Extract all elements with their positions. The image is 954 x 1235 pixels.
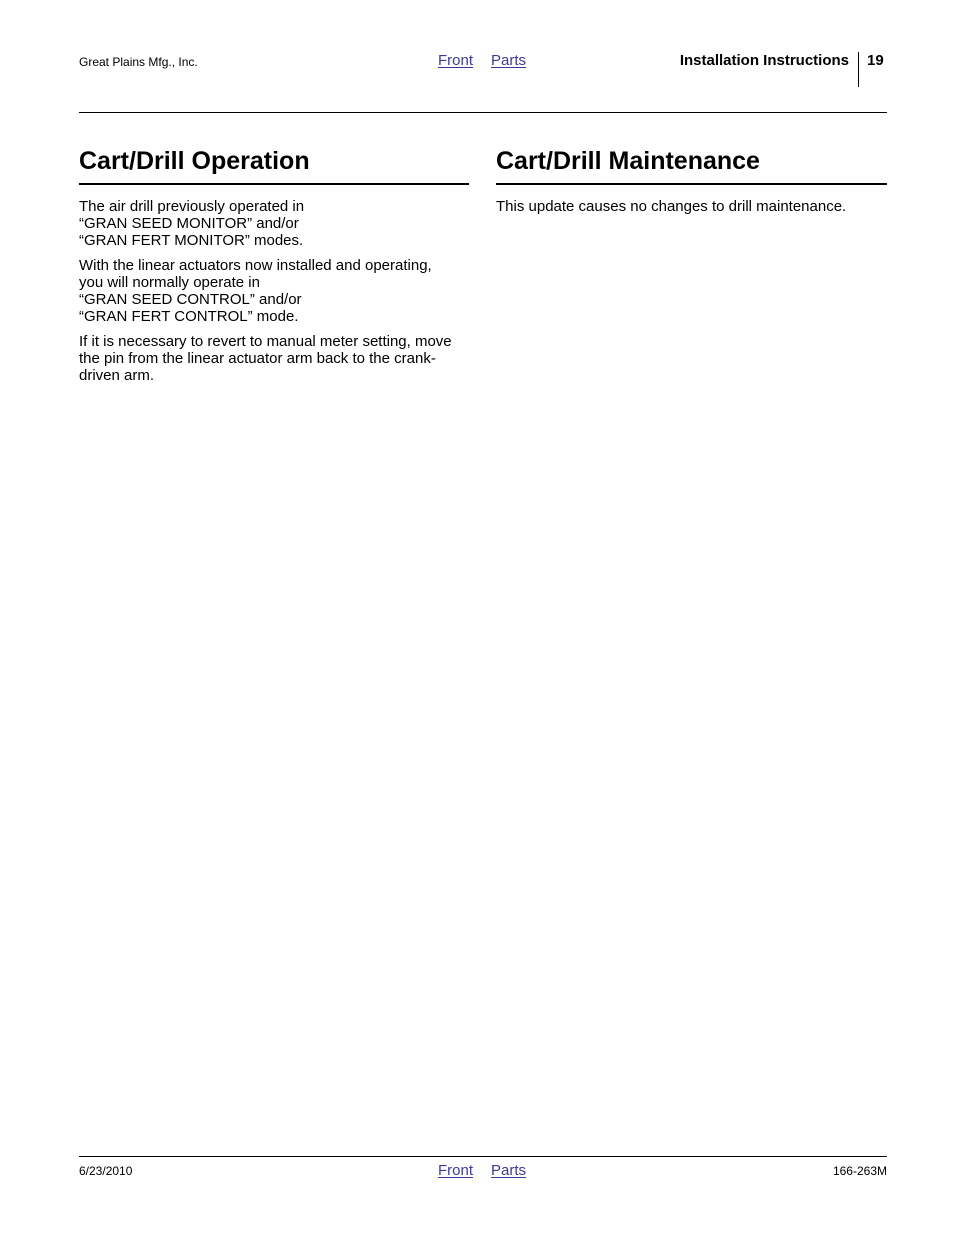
- operation-paragraph: The air drill previously operated in “GRAN SEED MONITOR” and/or “GRAN FERT MONITOR” modes.: [79, 198, 305, 249]
- document-number: 166-263M: [832, 1164, 887, 1178]
- footer-rule: [79, 1156, 887, 1157]
- footer-front-link[interactable]: Front: [438, 1162, 474, 1179]
- maintenance-section: [496, 146, 887, 215]
- operation-section: [79, 146, 469, 384]
- company-name: Great Plains Mfg., Inc.: [79, 55, 198, 69]
- operation-paragraph: If it is necessary to revert to manual meter setting, move the pin from the linear actuator arm back to the crank- driven arm.: [79, 333, 452, 384]
- header-rule: [79, 112, 887, 113]
- header-front-link[interactable]: Front: [438, 52, 474, 69]
- document-title: Installation Instructions: [679, 52, 849, 69]
- operation-paragraph: With the linear actuators now installed and operating, you will normally operate in “GRAN SEED CONTROL” and/or “GRAN FERT CONTROL” mode.: [79, 257, 432, 325]
- header-divider: [858, 52, 859, 87]
- maintenance-paragraph: This update causes no changes to drill maintenance.: [496, 198, 847, 215]
- footer-parts-link[interactable]: Parts: [491, 1162, 527, 1179]
- header-parts-link[interactable]: Parts: [491, 52, 527, 69]
- operation-heading: Cart/Drill Operation: [79, 146, 469, 185]
- maintenance-heading: Cart/Drill Maintenance: [496, 146, 887, 185]
- footer-date: 6/23/2010: [79, 1164, 133, 1178]
- page-number: 19: [867, 52, 884, 69]
